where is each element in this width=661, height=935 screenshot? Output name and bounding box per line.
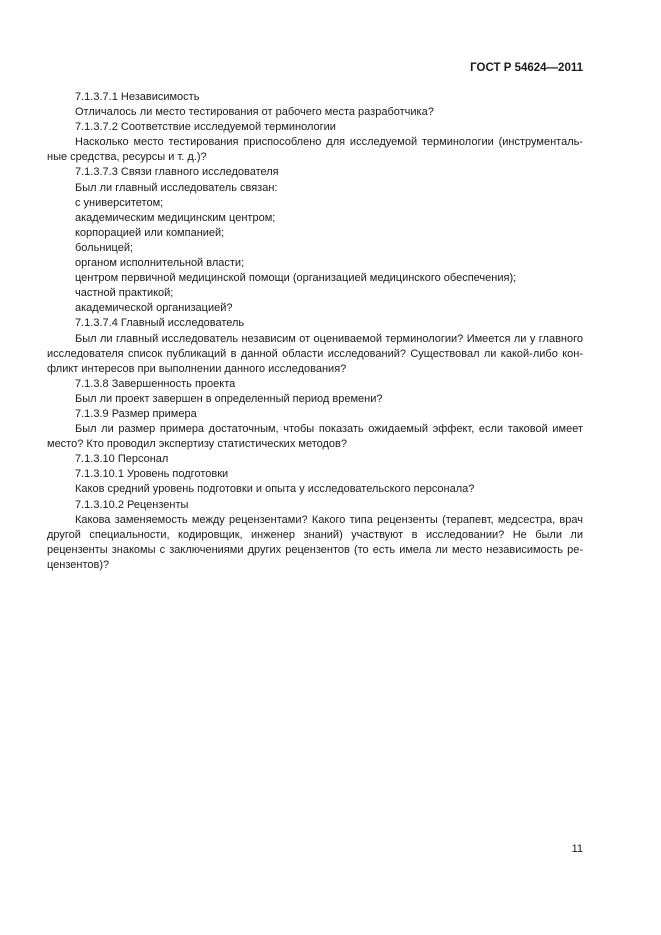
document-body xyxy=(47,90,583,573)
question-text: Был ли проект завершен в определенный период времени? xyxy=(75,392,383,405)
list-item: частной практикой; xyxy=(75,287,174,300)
question-text: Насколько место тестирования приспособлено для исследуемой терминологии (инструменталь-ные средства, ресурсы и т. д.)? xyxy=(47,136,583,164)
question-text: Был ли главный исследователь связан: xyxy=(75,181,278,194)
question-text: Был ли размер примера достаточным, чтобы показать ожидаемый эффект, если таковой имеет место? Кто проводил экспертизу статистических методов? xyxy=(47,423,583,451)
list-item: центром первичной медицинской помощи (организацией медицинского обеспечения); xyxy=(75,272,517,285)
list-item: органом исполнительной власти; xyxy=(75,257,245,270)
list-item: корпорацией или компанией; xyxy=(75,226,225,239)
section-heading: 7.1.3.10.1 Уровень подготовки xyxy=(75,468,229,481)
question-text: Каков средний уровень подготовки и опыта у исследовательского персонала? xyxy=(75,483,475,496)
document-standard-number: ГОСТ Р 54624—2011 xyxy=(470,62,583,74)
section-heading: 7.1.3.10 Персонал xyxy=(75,453,169,466)
page-number: 11 xyxy=(571,843,583,855)
section-heading: 7.1.3.8 Завершенность проекта xyxy=(75,377,236,390)
list-item: с университетом; xyxy=(75,196,164,209)
question-text: Какова заменяемость между рецензентами? Какого типа рецензенты (терапевт, медсестра, врач другой специальности, кодировщик, инженер знаний) участвуют в исследовании? Не были ли рецензенты знакомы с заключениями других рецензентов (то есть имела ли место независимость ре-цензентов)? xyxy=(47,513,583,571)
list-item: академической организацией? xyxy=(75,302,233,315)
section-heading: 7.1.3.7.4 Главный исследователь xyxy=(75,317,245,330)
question-text: Отличалось ли место тестирования от рабочего места разработчика? xyxy=(75,106,434,119)
section-heading: 7.1.3.7.1 Независимость xyxy=(75,91,200,103)
section-heading: 7.1.3.10.2 Рецензенты xyxy=(75,498,189,511)
question-text: Был ли главный исследователь независим от оцениваемой терминологии? Имеется ли у главного исследователя список публикаций в данной области исследований? Существовал ли какой-либо кон-фликт интересов при выполнении данного исследования? xyxy=(47,332,583,375)
list-item: больницей; xyxy=(75,241,134,254)
section-heading: 7.1.3.7.2 Соответствие исследуемой терминологии xyxy=(75,121,336,134)
section-heading: 7.1.3.7.3 Связи главного исследователя xyxy=(75,166,279,179)
list-item: академическим медицинским центром; xyxy=(75,211,276,224)
section-heading: 7.1.3.9 Размер примера xyxy=(75,407,197,420)
